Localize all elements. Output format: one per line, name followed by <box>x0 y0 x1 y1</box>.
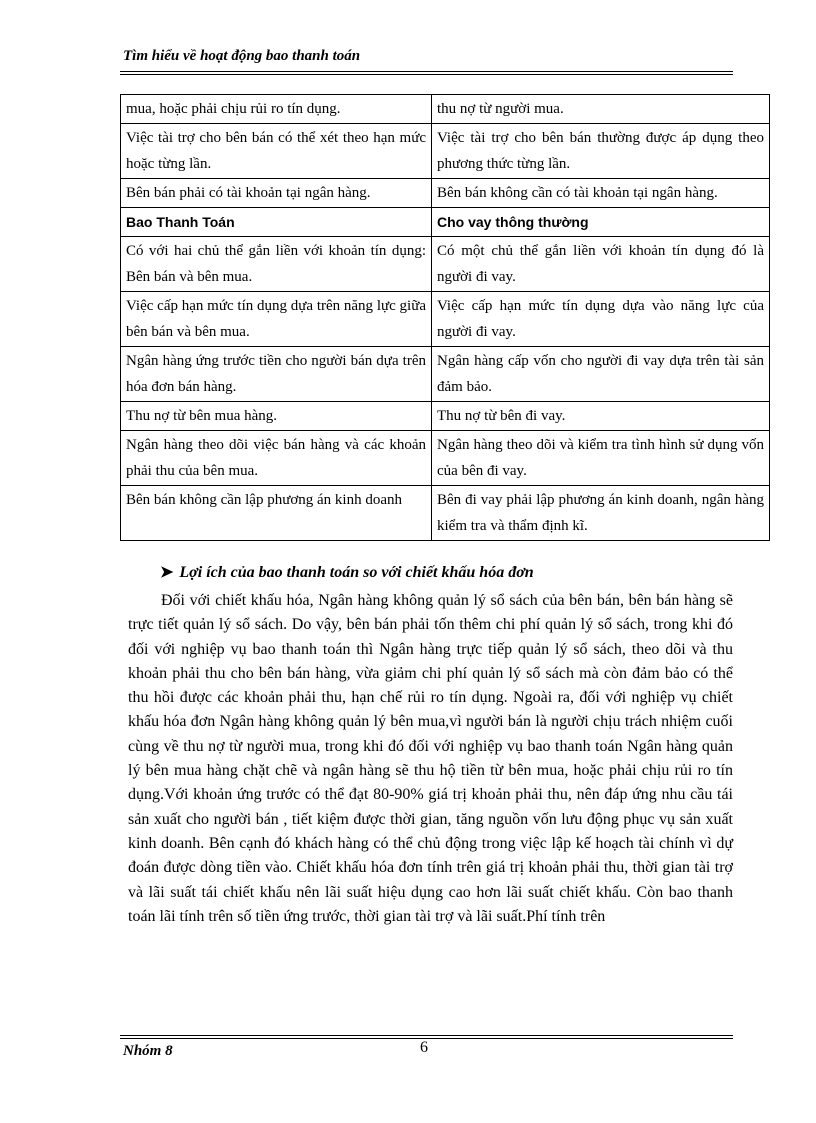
table-row <box>121 402 770 431</box>
table-cell-left: Việc cấp hạn mức tín dụng dựa trên năng lực giữa bên bán và bên mua. <box>121 292 432 347</box>
header-rule <box>120 71 733 72</box>
table-cell-right: Việc cấp hạn mức tín dụng dựa vào năng lực của người đi vay. <box>432 292 770 347</box>
comparison-table <box>120 94 770 541</box>
table-cell-left: Bên bán phải có tài khoản tại ngân hàng. <box>121 179 432 208</box>
table-cell-right: Bên đi vay phải lập phương án kinh doanh, ngân hàng kiểm tra và thẩm định kĩ. <box>432 486 770 541</box>
page-number: 6 <box>420 1039 428 1056</box>
table-cell-left: Ngân hàng ứng trước tiền cho người bán dựa trên hóa đơn bán hàng. <box>121 347 432 402</box>
table-cell-right: Ngân hàng cấp vốn cho người đi vay dựa trên tài sản đảm bảo. <box>432 347 770 402</box>
table-row <box>121 431 770 486</box>
table-header-cell-right: Cho vay thông thường <box>432 208 770 237</box>
table-row <box>121 179 770 208</box>
table-row <box>121 292 770 347</box>
table-header-row <box>121 208 770 237</box>
body-paragraph: Đối với chiết khấu hóa, Ngân hàng không quản lý sổ sách của bên bán, bên bán hàng sẽ trực tiết quản lý sổ sách. Do vậy, bên bán phải tốn thêm chi phí quản lý sổ sách, trong khi đó đối với nghiệp vụ bao thanh toán thì Ngân hàng trực tiếp quản lý sổ sách, theo dõi và thu khoản phải thu cho bên bán hàng, vừa giảm chi phí quản lý sổ sách mà còn đảm bảo có thể thu hồi được các khoản phải thu, hạn chế rủi ro tín dụng. Ngoài ra, đối với nghiệp vụ chiết khấu hóa đơn Ngân hàng không quản lý bên mua,vì người bán là người chịu trách nhiệm cuối cùng về thu nợ từ người mua, trong khi đó đối với nghiệp vụ bao thanh toán Ngân hàng quản lý bên mua hàng chặt chẽ và ngân hàng sẽ thu hộ tiền từ bên mua, hoặc phải chịu rủi ro tín dụng.Với khoản ứng trước có thể đạt 80-90% giá trị khoản phải thu, nên đáp ứng nhu cầu tái sản xuất cho người bán , tiết kiệm được thời gian, tăng nguồn vốn lưu động phục vụ sản xuất kinh doanh. Bên cạnh đó khách hàng có thể chủ động trong việc lập kế hoạch tài chính vì dự đoán được dòng tiền vào. Chiết khấu hóa đơn tính trên giá trị khoản phải thu, thời gian tài trợ và lãi suất tái chiết khấu nên lãi suất hiệu dụng cao hơn lãi suất chiết khấu. Còn bao thanh toán lãi tính trên số tiền ứng trước, thời gian tài trợ và lãi suất.Phí tính trên <box>128 592 733 925</box>
table-cell-right: Thu nợ từ bên đi vay. <box>432 402 770 431</box>
comparison-table-body <box>121 95 770 541</box>
header-rule-thin <box>120 74 733 75</box>
table-row <box>121 347 770 402</box>
table-cell-right: Việc tài trợ cho bên bán thường được áp dụng theo phương thức từng lần. <box>432 124 770 179</box>
table-cell-right: Có một chủ thể gắn liền với khoản tín dụng đó là người đi vay. <box>432 237 770 292</box>
table-row <box>121 486 770 541</box>
table-cell-right: Ngân hàng theo dõi và kiểm tra tình hình sử dụng vốn của bên đi vay. <box>432 431 770 486</box>
document-header-title: Tìm hiểu về hoạt động bao thanh toán <box>123 48 361 64</box>
section-heading-text: Lợi ích của bao thanh toán so với chiết khấu hóa đơn <box>179 564 534 581</box>
table-cell-left: Bên bán không cần lập phương án kinh doanh <box>121 486 432 541</box>
table-row <box>121 95 770 124</box>
table-cell-left: Việc tài trợ cho bên bán có thể xét theo hạn mức hoặc từng lần. <box>121 124 432 179</box>
table-cell-left: mua, hoặc phải chịu rủi ro tín dụng. <box>121 95 432 124</box>
table-cell-left: Ngân hàng theo dõi việc bán hàng và các khoản phải thu của bên mua. <box>121 431 432 486</box>
table-cell-right: Bên bán không cần có tài khoản tại ngân hàng. <box>432 179 770 208</box>
section-heading <box>160 562 534 582</box>
table-cell-left: Thu nợ từ bên mua hàng. <box>121 402 432 431</box>
arrow-bullet-icon: ➤ <box>160 564 174 581</box>
table-cell-right: thu nợ từ người mua. <box>432 95 770 124</box>
footer-rule <box>120 1035 733 1036</box>
table-header-cell-left: Bao Thanh Toán <box>121 208 432 237</box>
table-row <box>121 124 770 179</box>
table-cell-left: Có với hai chủ thể gắn liền với khoản tín dụng: Bên bán và bên mua. <box>121 237 432 292</box>
footer-group-name: Nhóm 8 <box>123 1043 173 1059</box>
table-row <box>121 237 770 292</box>
